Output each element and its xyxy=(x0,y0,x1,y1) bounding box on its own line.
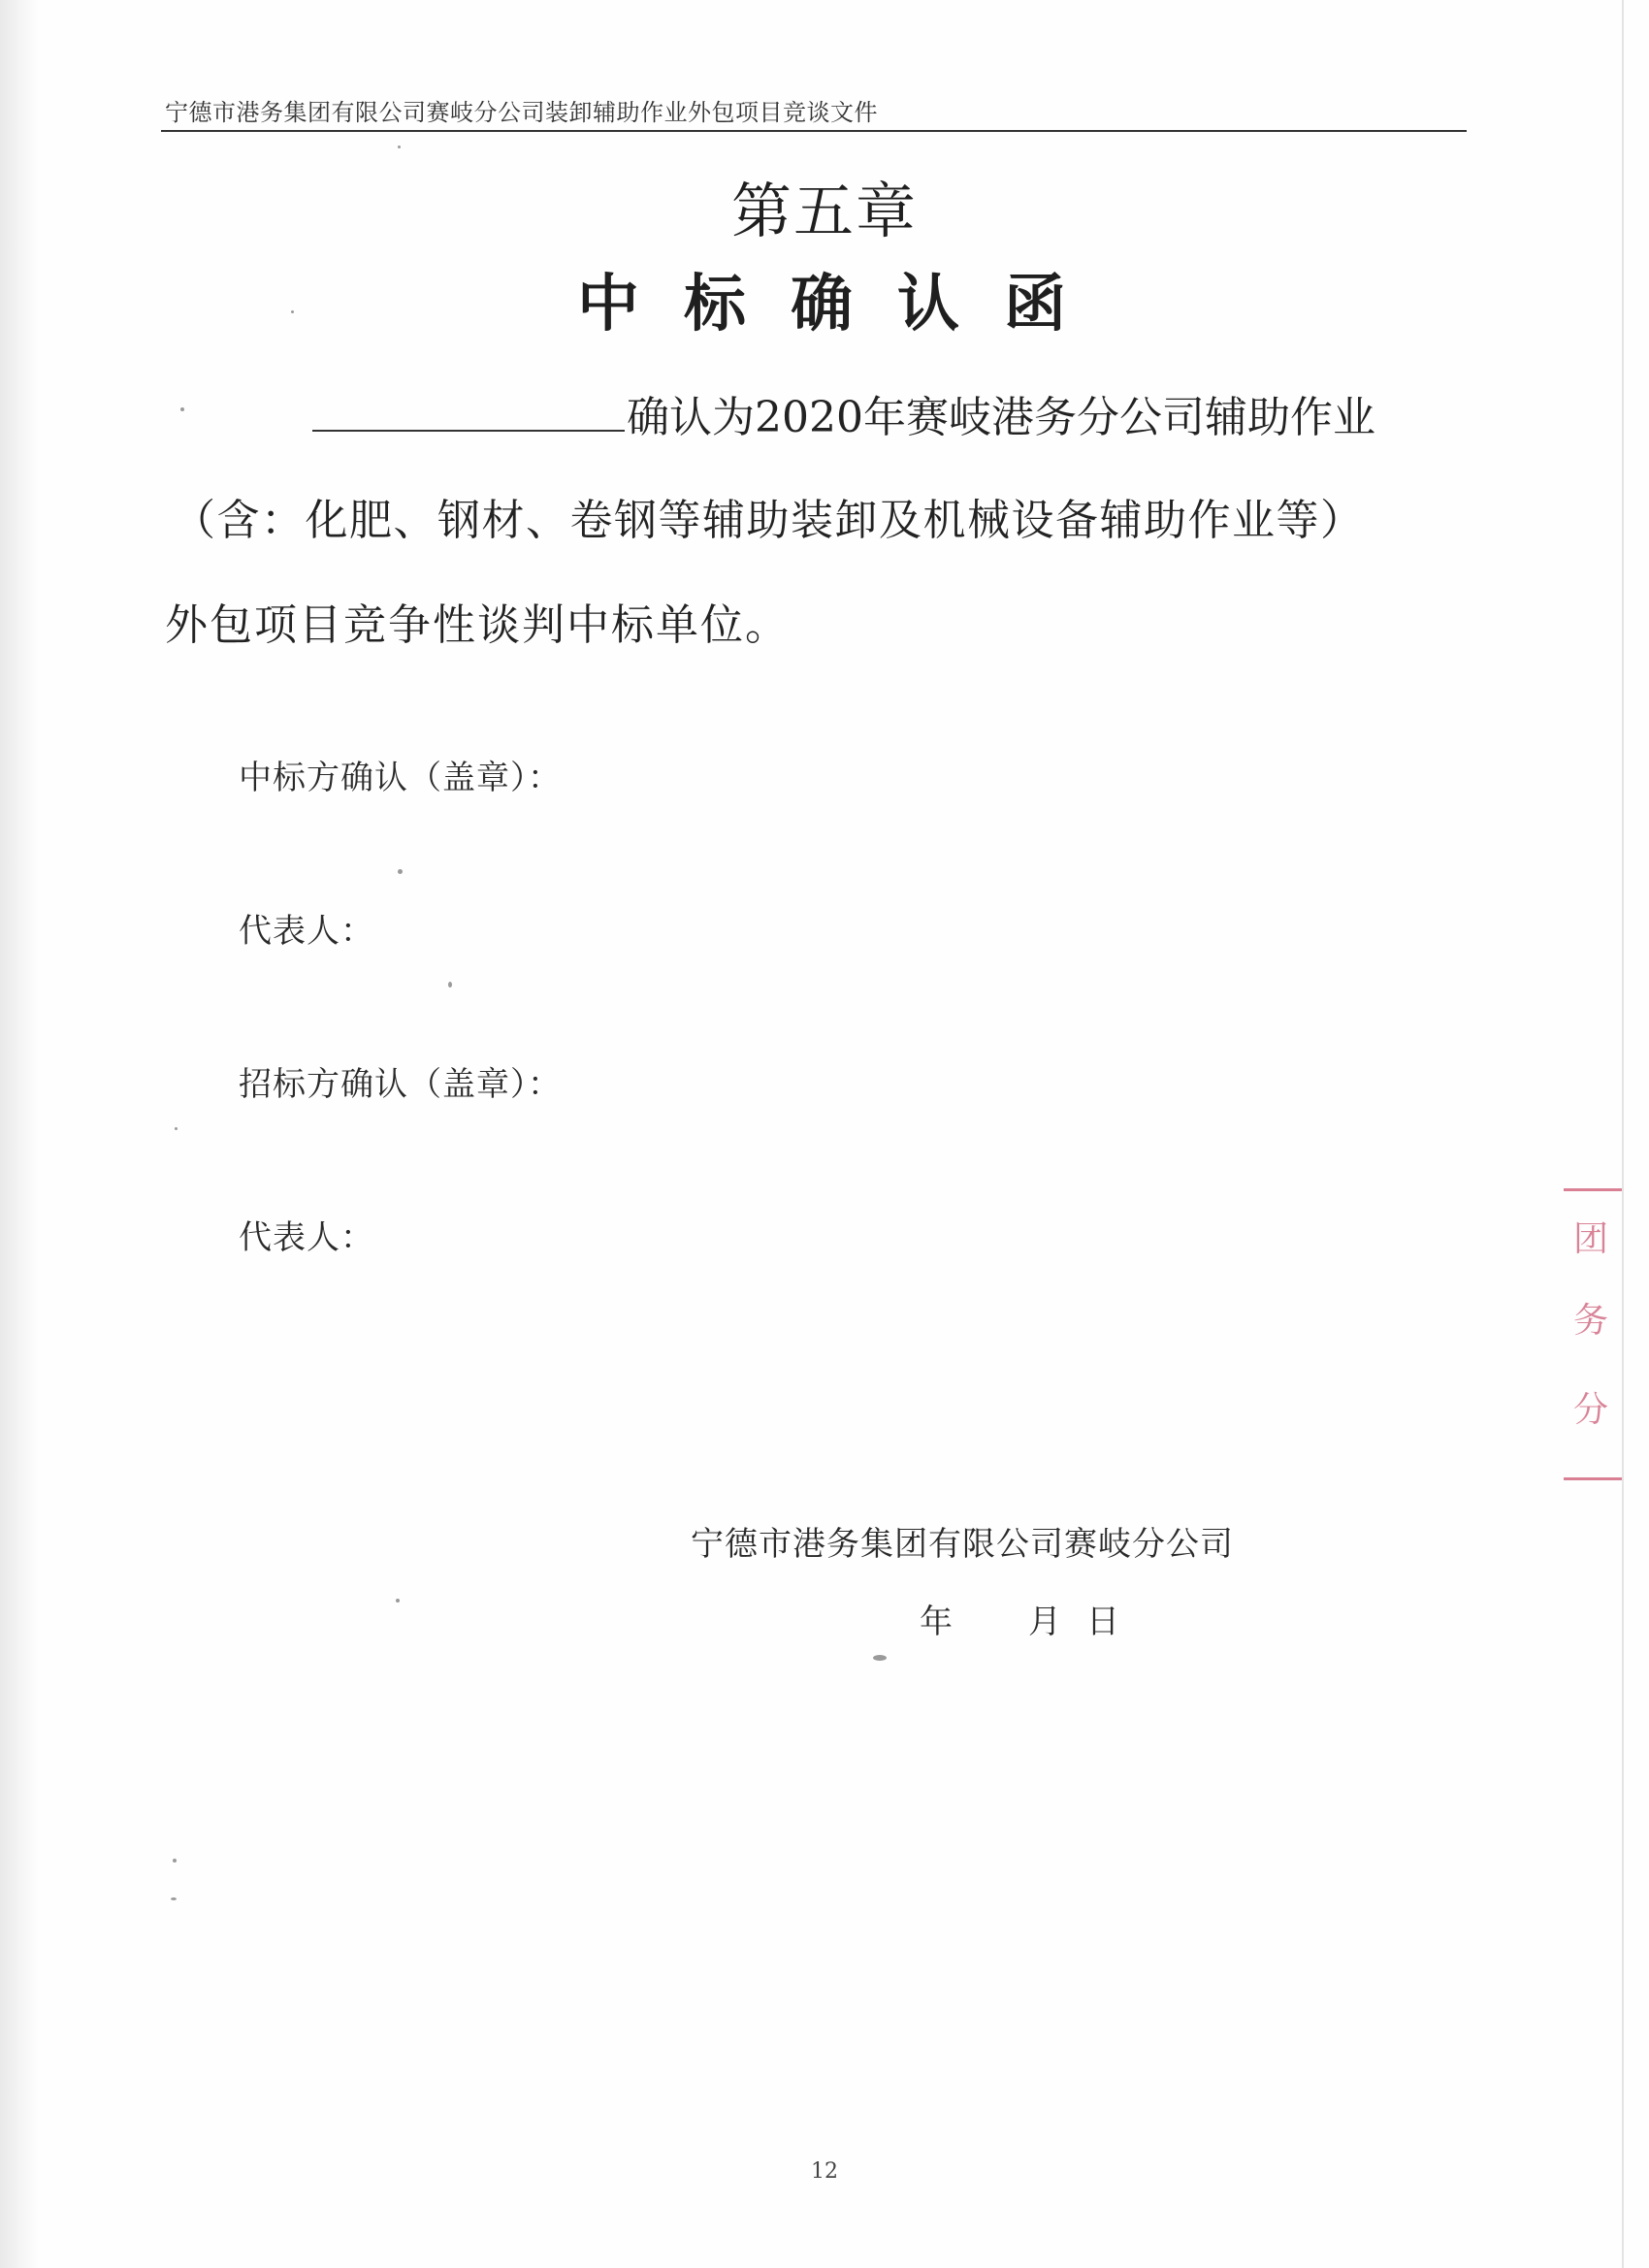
document-title: 中标确认函 xyxy=(577,269,1111,340)
signature-company: 宁德市港务集团有限公司赛岐分公司 xyxy=(691,1525,1234,1564)
tenderer-confirm-label: 招标方确认（盖章）： xyxy=(239,1065,562,1104)
chapter-heading: 第五章 xyxy=(730,176,918,246)
blank-fill-line xyxy=(312,387,625,432)
scan-speck xyxy=(175,1127,178,1130)
body-line-1 xyxy=(312,382,1375,444)
date-year-label: 年 xyxy=(920,1603,953,1641)
scan-speck xyxy=(180,407,184,411)
page-number: 12 xyxy=(811,2159,838,2184)
scan-speck xyxy=(171,1897,177,1900)
body-line-2: （含：化肥、钢材、卷钢等辅助装卸及机械设备辅助作业等） xyxy=(173,496,1365,545)
tenderer-rep-label: 代表人： xyxy=(239,1218,374,1257)
scan-speck xyxy=(396,1599,400,1603)
scan-speck xyxy=(398,869,403,874)
winner-rep-label: 代表人： xyxy=(239,912,374,951)
seal-glyph: 团 xyxy=(1573,1219,1609,1259)
scan-speck xyxy=(173,1859,177,1863)
body-line-3: 外包项目竞争性谈判中标单位。 xyxy=(165,600,790,650)
seal-glyph: 务 xyxy=(1573,1301,1609,1341)
scan-speck xyxy=(448,982,452,988)
body-line-1-text: 确认为2020年赛岐港务分公司辅助作业 xyxy=(627,393,1375,442)
red-seal-partial xyxy=(1552,1179,1630,1499)
header-rule xyxy=(161,130,1467,132)
seal-border-bottom xyxy=(1564,1477,1622,1480)
seal-border-top xyxy=(1564,1188,1622,1191)
seal-glyph: 分 xyxy=(1573,1390,1609,1430)
running-header: 宁德市港务集团有限公司赛岐分公司装卸辅助作业外包项目竞谈文件 xyxy=(165,99,878,126)
winner-confirm-label: 中标方确认（盖章）： xyxy=(239,759,562,797)
date-day-label: 日 xyxy=(1086,1603,1119,1641)
date-month-label: 月 xyxy=(1028,1603,1061,1641)
signature-date xyxy=(920,1595,1119,1642)
scan-speck xyxy=(291,310,294,313)
scan-speck xyxy=(873,1655,887,1661)
scan-speck xyxy=(398,146,401,148)
